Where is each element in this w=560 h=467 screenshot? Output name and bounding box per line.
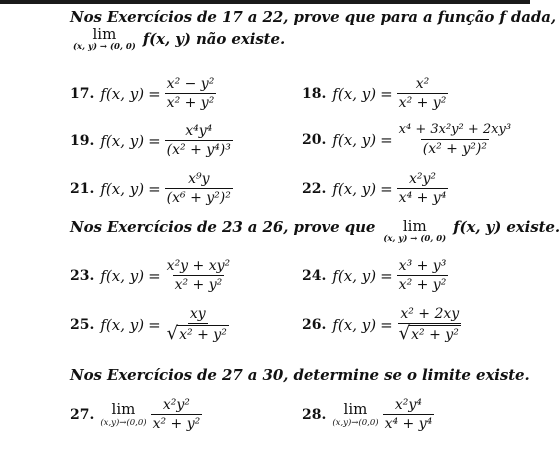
exercise-18 xyxy=(302,76,448,111)
fraction xyxy=(165,306,231,343)
exercise-17 xyxy=(70,76,216,111)
intro-17-22 xyxy=(70,8,556,26)
fraction xyxy=(397,306,463,343)
intro-17-22-text: Nos Exercícios de 17 a 22, prove que para a função f dada, xyxy=(70,8,557,26)
square-root xyxy=(167,325,229,343)
equals-sign: = xyxy=(148,315,161,334)
limit-word: lim xyxy=(343,399,368,418)
fraction xyxy=(165,123,233,158)
radical-sign: √ xyxy=(166,323,179,345)
denominator: x⁴ + y⁴ xyxy=(398,190,447,207)
exercise-24 xyxy=(302,258,448,293)
denominator: x² + y² xyxy=(174,277,223,294)
exercise-number: 24. xyxy=(302,267,327,284)
fraction xyxy=(383,397,435,432)
denominator: (x² + y²)² xyxy=(422,140,487,157)
exercise-number: 23. xyxy=(70,267,95,284)
intro-23-26 xyxy=(70,218,560,244)
equals-sign: = xyxy=(380,84,393,103)
exercise-number: 25. xyxy=(70,316,95,333)
function-lhs: f(x, y) xyxy=(332,266,377,285)
numerator: x³ + y³ xyxy=(398,258,447,274)
numerator: x⁴y⁴ xyxy=(185,123,213,139)
equals-sign: = xyxy=(380,131,393,150)
square-root xyxy=(399,325,461,343)
exercise-number: 28. xyxy=(302,406,327,423)
numerator: x² − y² xyxy=(166,76,215,92)
numerator: xy xyxy=(188,306,208,324)
exercise-number: 19. xyxy=(70,132,95,149)
exercise-26 xyxy=(302,306,463,343)
exercise-21 xyxy=(70,171,233,206)
denominator: x² + y² xyxy=(152,416,201,433)
denominator: x² + y² xyxy=(166,95,215,112)
function-lhs: f(x, y) xyxy=(332,315,377,334)
fraction xyxy=(397,171,449,206)
function-lhs: f(x, y) xyxy=(100,84,145,103)
denominator xyxy=(397,324,463,343)
intro-27-30 xyxy=(70,366,530,384)
fraction xyxy=(165,171,233,206)
limit-subscript: (x, y) → (0, 0) xyxy=(73,42,136,52)
radicand: x² + y² xyxy=(179,327,227,344)
exercise-19 xyxy=(70,123,233,158)
limit-subscript: (x,y)→(0,0) xyxy=(332,417,379,428)
equals-sign: = xyxy=(380,179,393,198)
fraction xyxy=(151,397,203,432)
exercise-number: 27. xyxy=(70,406,95,423)
numerator: x⁴ + 3x²y² + 2xy³ xyxy=(398,122,512,137)
fraction xyxy=(165,76,217,111)
function-lhs: f(x, y) xyxy=(332,84,377,103)
fraction xyxy=(397,76,449,111)
intro-17-22-tail: f(x, y) não existe. xyxy=(142,30,286,49)
function-lhs: f(x, y) xyxy=(100,266,145,285)
equals-sign: = xyxy=(148,84,161,103)
exercise-25 xyxy=(70,306,231,343)
limit-operator xyxy=(383,219,446,244)
equals-sign: = xyxy=(148,131,161,150)
exercise-number: 22. xyxy=(302,180,327,197)
limit-operator xyxy=(100,399,147,428)
exercise-23 xyxy=(70,258,232,293)
exercise-number: 20. xyxy=(302,132,327,149)
limit-subscript: (x, y) → (0, 0) xyxy=(383,234,447,244)
exercise-number: 18. xyxy=(302,85,327,102)
numerator: x² + 2xy xyxy=(398,306,461,324)
fraction xyxy=(397,258,449,293)
numerator: x²y² xyxy=(162,397,190,413)
intro-17-22-limit xyxy=(70,27,285,52)
denominator: x² + y² xyxy=(398,277,447,294)
function-lhs: f(x, y) xyxy=(332,131,377,150)
function-lhs: f(x, y) xyxy=(100,315,145,334)
numerator: x²y² xyxy=(408,171,437,187)
exercise-22 xyxy=(302,171,448,206)
limit-operator xyxy=(332,399,379,428)
exercise-number: 17. xyxy=(70,85,95,102)
numerator: x²y⁴ xyxy=(394,397,422,413)
function-lhs: f(x, y) xyxy=(100,131,145,150)
fraction xyxy=(165,258,232,293)
exercise-number: 21. xyxy=(70,180,95,197)
function-lhs: f(x, y) xyxy=(332,179,377,198)
top-border xyxy=(0,0,530,4)
exercise-27 xyxy=(70,397,202,432)
function-lhs: f(x, y) xyxy=(100,179,145,198)
intro-23-26-text: Nos Exercícios de 23 a 26, prove que xyxy=(70,218,376,236)
limit-operator xyxy=(73,27,136,52)
intro-23-26-tail: f(x, y) existe. xyxy=(453,218,560,236)
equals-sign: = xyxy=(148,179,161,198)
limit-subscript: (x,y)→(0,0) xyxy=(100,417,147,428)
denominator: x⁴ + y⁴ xyxy=(384,416,433,433)
limit-word: lim xyxy=(111,399,136,418)
equals-sign: = xyxy=(148,266,161,285)
fraction xyxy=(397,123,513,157)
denominator: (x² + y⁴)³ xyxy=(166,142,231,159)
equals-sign: = xyxy=(380,266,393,285)
intro-27-30-text: Nos Exercícios de 27 a 30, determine se o limite existe. xyxy=(70,366,530,384)
equals-sign: = xyxy=(380,315,393,334)
denominator: x² + y² xyxy=(398,95,447,112)
numerator: x⁹y xyxy=(188,171,210,187)
exercise-28 xyxy=(302,397,434,432)
radical-sign: √ xyxy=(398,323,411,345)
radicand: x² + y² xyxy=(411,327,459,344)
exercise-20 xyxy=(302,123,513,157)
numerator: x²y + xy² xyxy=(166,258,231,274)
exercise-number: 26. xyxy=(302,316,327,333)
limit-word: lim xyxy=(92,25,117,43)
limit-word: lim xyxy=(402,217,427,235)
denominator: (x⁶ + y²)² xyxy=(166,190,231,207)
denominator xyxy=(165,324,231,343)
numerator: x² xyxy=(415,76,430,92)
